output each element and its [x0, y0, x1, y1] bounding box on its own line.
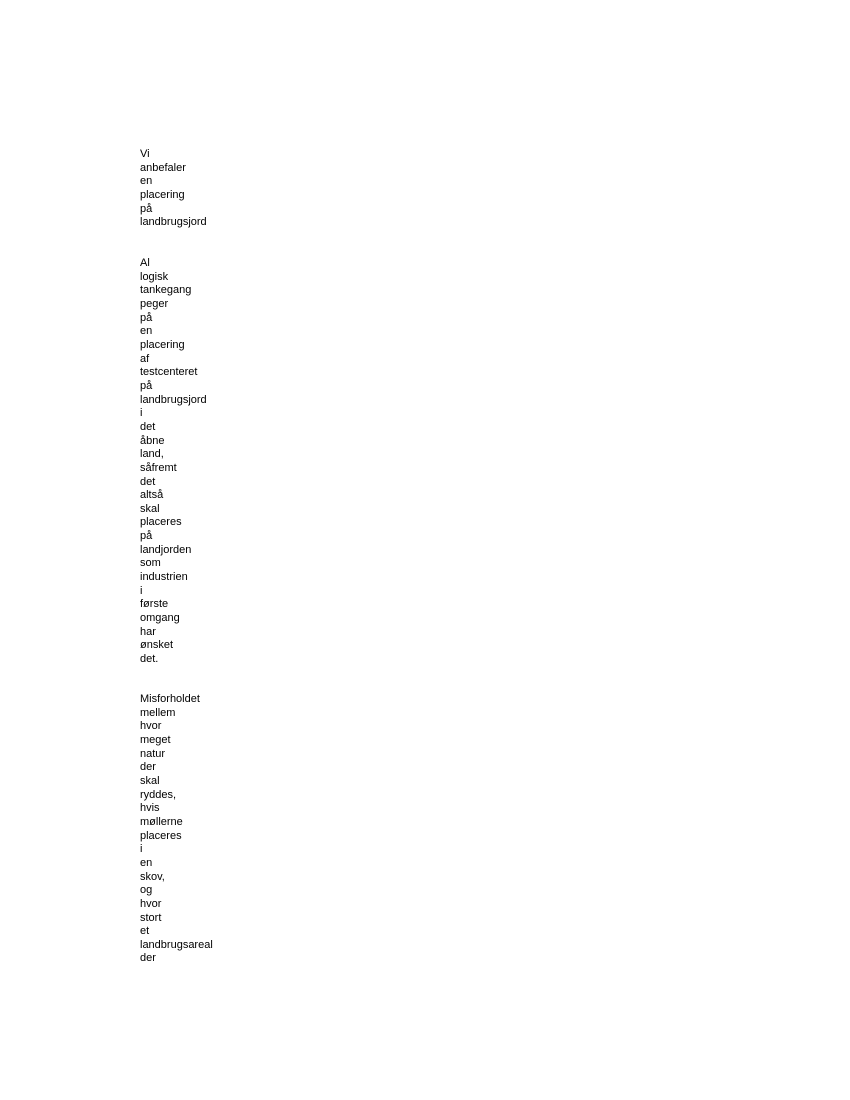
text-line: landbrugsjord [140, 216, 207, 229]
text-line: og [140, 884, 153, 897]
text-line: testcenteret [140, 366, 198, 379]
text-line: på [140, 530, 153, 543]
text-line: i [140, 843, 143, 856]
text-line: tankegang [140, 284, 192, 297]
text-line: anbefaler [140, 161, 186, 174]
text-line: på [140, 202, 153, 215]
text-line: natur [140, 747, 166, 760]
text-line: mellem [140, 706, 176, 719]
text-line: møllerne [140, 815, 183, 828]
heading-paragraph [140, 148, 207, 230]
text-line: skal [140, 502, 160, 515]
text-line: hvis [140, 802, 160, 815]
text-line: placeres [140, 829, 182, 842]
text-line: omgang [140, 612, 180, 625]
text-line: i [140, 407, 143, 420]
text-line: Vi [140, 148, 150, 160]
body-paragraph-1 [140, 257, 207, 667]
text-line: en [140, 175, 153, 188]
text-line: industrien [140, 571, 188, 584]
text-line: en [140, 856, 153, 869]
text-line: peger [140, 297, 169, 310]
text-line: det [140, 420, 156, 433]
text-line: af [140, 352, 150, 365]
text-line: det [140, 475, 156, 488]
text-line: landbrugsjord [140, 393, 207, 406]
text-line: i [140, 584, 143, 597]
text-line: en [140, 325, 153, 338]
text-line: på [140, 311, 153, 324]
text-line: Al [140, 257, 150, 269]
body-paragraph-2 [140, 693, 213, 966]
text-line: såfremt [140, 461, 177, 474]
text-line: et [140, 925, 150, 938]
text-line: logisk [140, 270, 169, 283]
text-line: placering [140, 338, 185, 351]
text-line: skal [140, 774, 160, 787]
text-line: har [140, 625, 156, 638]
text-line: ryddes, [140, 788, 177, 801]
text-line: som [140, 557, 161, 570]
text-line: på [140, 379, 153, 392]
text-line: Misforholdet [140, 693, 200, 705]
text-line: åbne [140, 434, 165, 447]
text-line: placering [140, 188, 185, 201]
text-line: første [140, 598, 169, 611]
text-line: der [140, 761, 156, 774]
text-line: hvor [140, 720, 162, 733]
text-line: skov, [140, 870, 165, 883]
text-line: land, [140, 448, 164, 461]
text-line: altså [140, 489, 164, 502]
text-line: landbrugsareal [140, 938, 213, 951]
text-line: placeres [140, 516, 182, 529]
text-line: meget [140, 733, 171, 746]
text-line: landjorden [140, 543, 192, 556]
text-line: der [140, 952, 156, 965]
text-line: stort [140, 911, 162, 924]
text-line: det. [140, 653, 159, 666]
text-line: hvor [140, 897, 162, 910]
text-line: ønsket [140, 639, 174, 652]
